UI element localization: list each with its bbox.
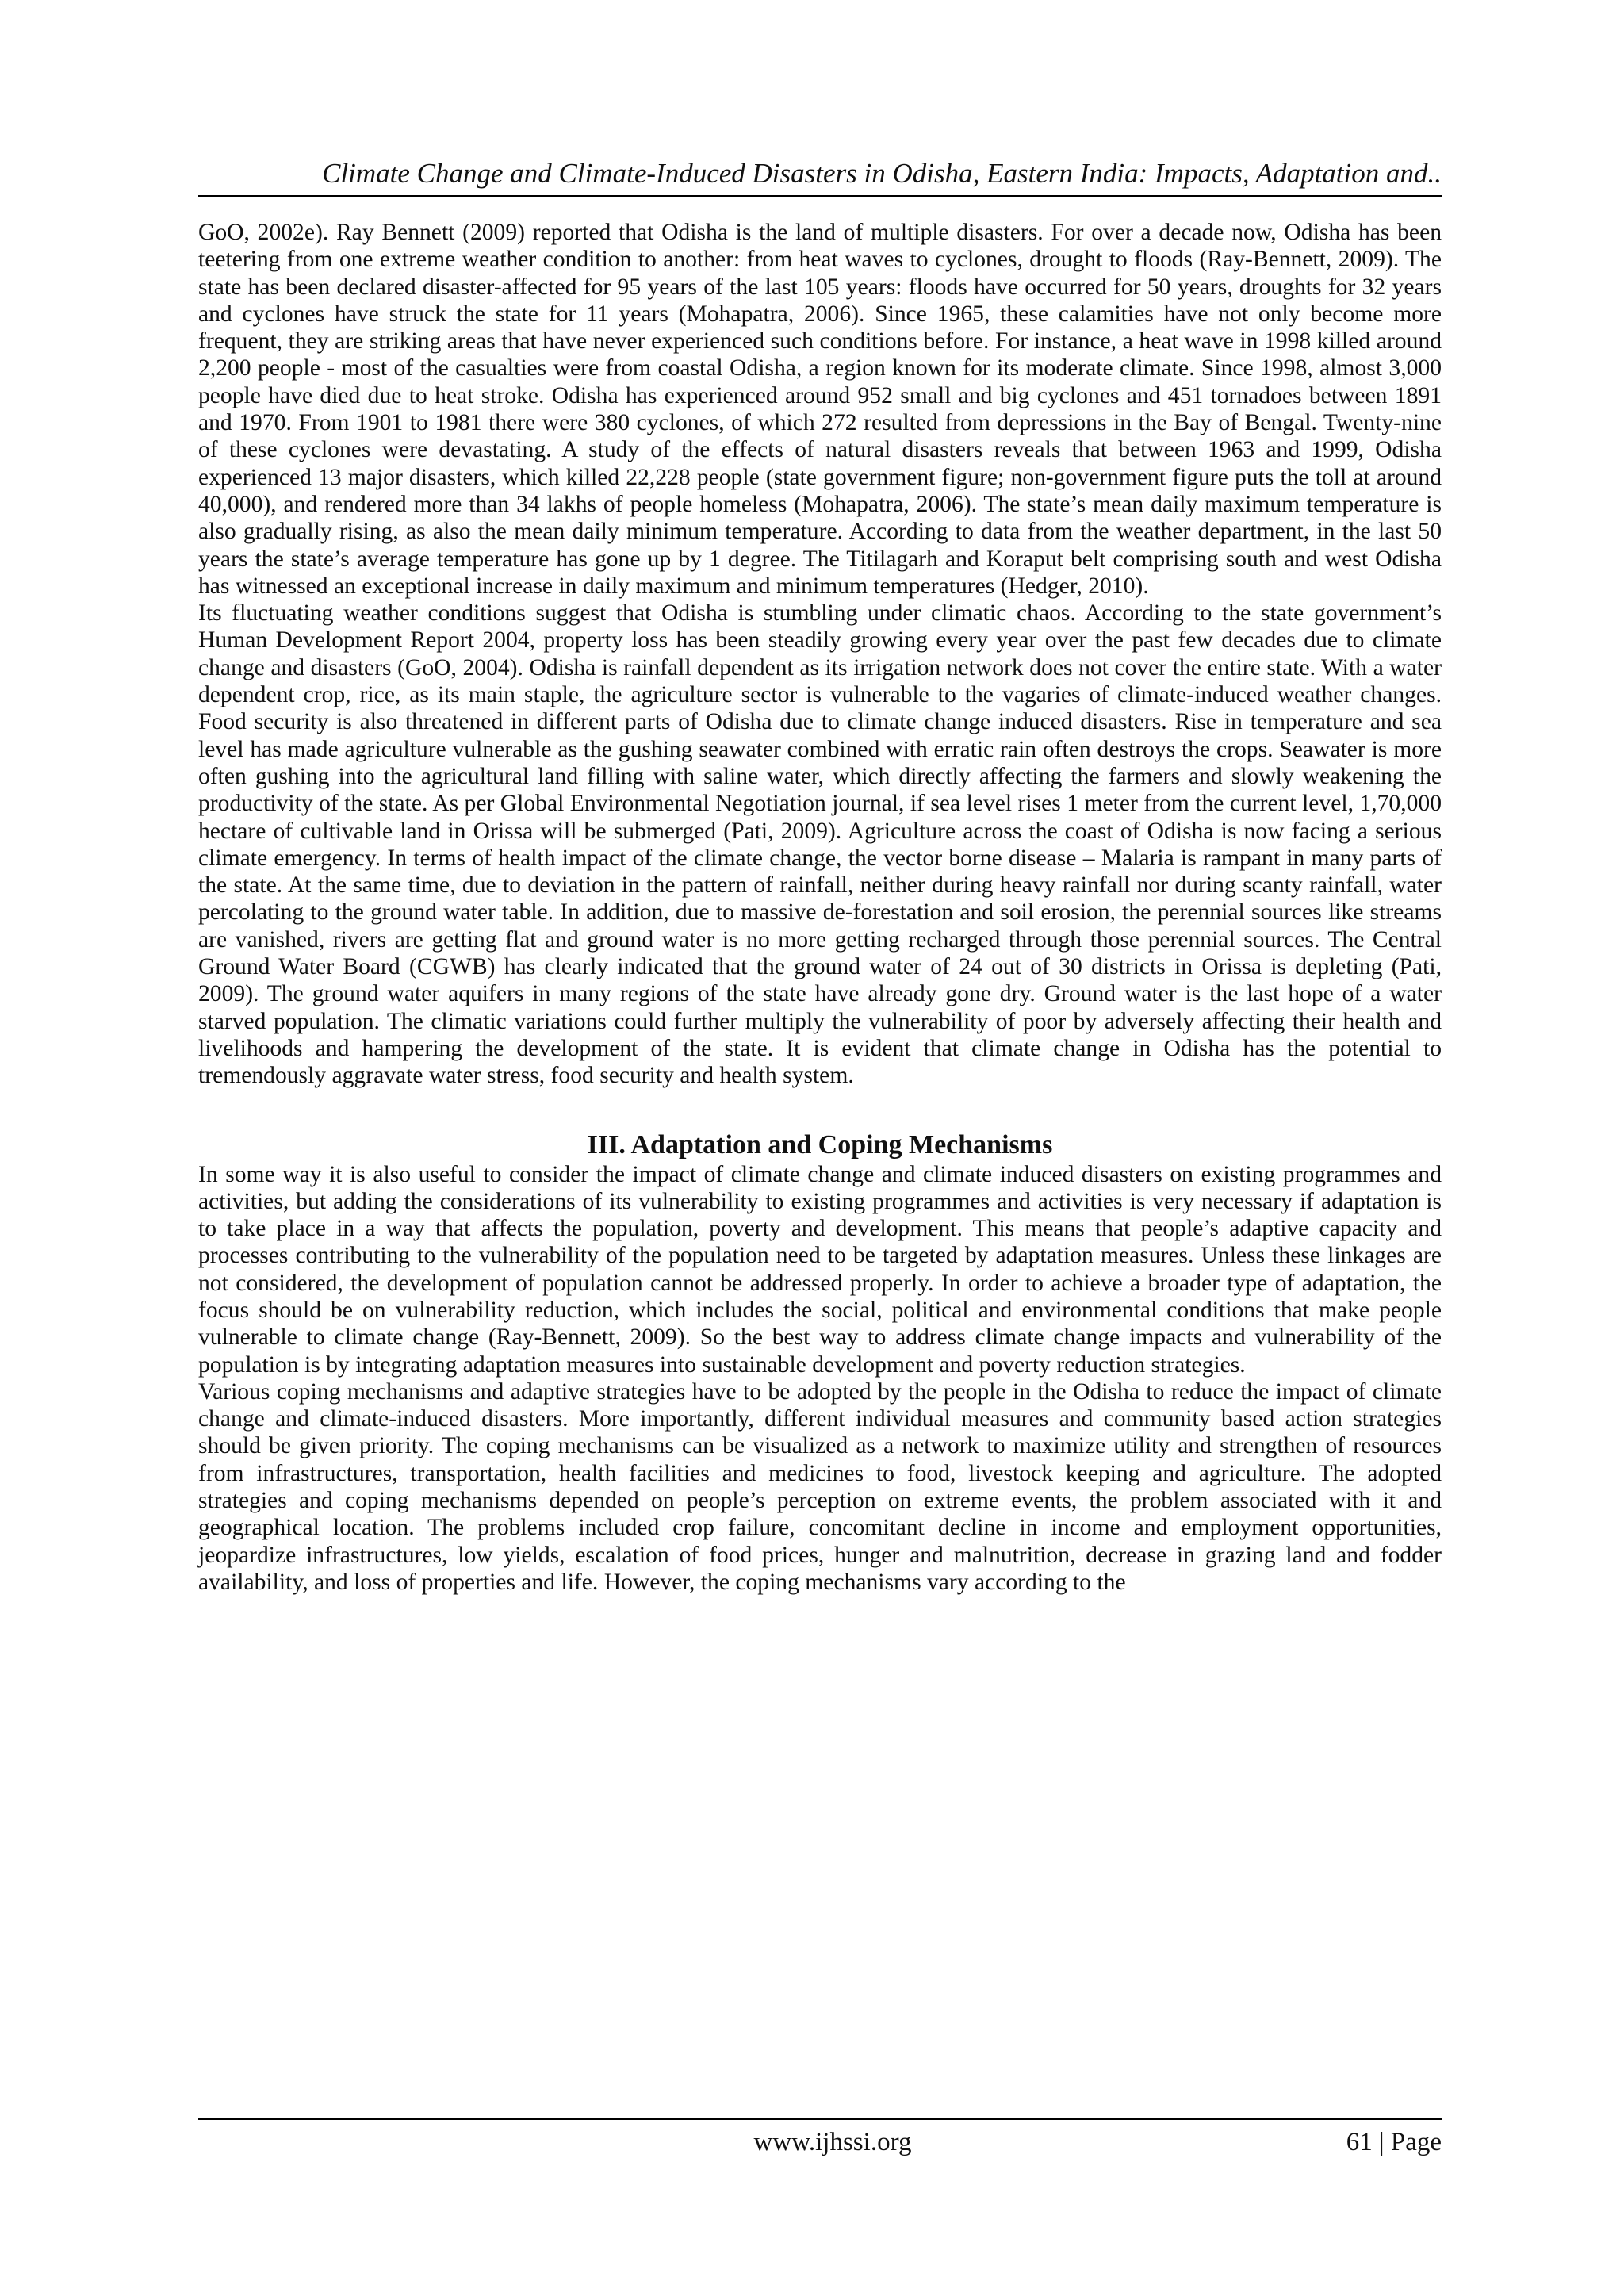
running-header: Climate Change and Climate-Induced Disasters in Odisha, Eastern India: Impacts, Adaptation and.. xyxy=(322,158,1442,189)
section-paragraph-1: In some way it is also useful to consider the impact of climate change and climate induced disasters on existing programmes and activities, but adding the considerations of its vulnerability to existing programmes and activities is very necessary if adaptation is to take place in a way that affects the population, poverty and development. This means that people’s adaptive capacity and processes contributing to the vulnerability of the population need to be targeted by adaptation measures. Unless these linkages are not considered, the development of population cannot be addressed properly. In order to achieve a broader type of adaptation, the focus should be on vulnerability reduction, which includes the social, political and environmental conditions that make people vulnerable to climate change (Ray-Bennett, 2009). So the best way to address climate change impacts and vulnerability of the population is by integrating adaptation measures into sustainable development and poverty reduction strategies. xyxy=(198,1161,1442,1378)
footer-divider xyxy=(198,2118,1442,2120)
footer-page-number: 61 | Page xyxy=(1346,2128,1442,2156)
section-heading: III. Adaptation and Coping Mechanisms xyxy=(587,1129,1053,1159)
header-divider xyxy=(198,195,1442,197)
body-paragraph-1: GoO, 2002e). Ray Bennett (2009) reported that Odisha is the land of multiple disasters. For over a decade now, Odisha has been teetering from one extreme weather condition to another: from heat waves to cyclones, drought to floods (Ray-Bennett, 2009). The state has been declared disaster-affected for 95 years of the last 105 years: floods have occurred for 50 years, droughts for 32 years and cyclones have struck the state for 11 years (Mohapatra, 2006). Since 1965, these calamities have not only become more frequent, they are striking areas that have never experienced such conditions before. For instance, a heat wave in 1998 killed around 2,200 people - most of the casualties were from coastal Odisha, a region known for its moderate climate. Since 1998, almost 3,000 people have died due to heat stroke. Odisha has experienced around 952 small and big cyclones and 451 tornadoes between 1891 and 1970. From 1901 to 1981 there were 380 cyclones, of which 272 resulted from depressions in the Bay of Bengal. Twenty-nine of these cyclones were devastating. A study of the effects of natural disasters reveals that between 1963 and 1999, Odisha experienced 13 major disasters, which killed 22,228 people (state government figure; non-government figure puts the toll at around 40,000), and rendered more than 34 lakhs of people homeless (Mohapatra, 2006). The state’s mean daily maximum temperature is also gradually rising, as also the mean daily minimum temperature. According to data from the weather department, in the last 50 years the state’s average temperature has gone up by 1 degree. The Titilagarh and Koraput belt comprising south and west Odisha has witnessed an exceptional increase in daily maximum and minimum temperatures (Hedger, 2010). xyxy=(198,220,1442,599)
body-paragraph-2: Its fluctuating weather conditions suggest that Odisha is stumbling under climatic chaos. According to the state government’s Human Development Report 2004, property loss has been steadily growing every year over the past few decades due to climate change and disasters (GoO, 2004). Odisha is rainfall dependent as its irrigation network does not cover the entire state. With a water dependent crop, rice, as its main staple, the agriculture sector is vulnerable to the vagaries of climate-induced weather changes. Food security is also threatened in different parts of Odisha due to climate change induced disasters. Rise in temperature and sea level has made agriculture vulnerable as the gushing seawater combined with erratic rain often destroys the crops. Seawater is more often gushing into the agricultural land filling with saline water, which directly affecting the farmers and slowly weakening the productivity of the state. As per Global Environmental Negotiation journal, if sea level rises 1 meter from the current level, 1,70,000 hectare of cultivable land in Orissa will be submerged (Pati, 2009). Agriculture across the coast of Odisha is now facing a serious climate emergency. In terms of health impact of the climate change, the vector borne disease – Malaria is rampant in many parts of the state. At the same time, due to deviation in the pattern of rainfall, neither during heavy rainfall nor during scanty rainfall, water percolating to the ground water table. In addition, due to massive de-forestation and soil erosion, the perennial sources like streams are vanished, rivers are getting flat and ground water is no more getting recharged through those perennial sources. The Central Ground Water Board (CGWB) has clearly indicated that the ground water of 24 out of 30 districts in Orissa is depleting (Pati, 2009). The ground water aquifers in many regions of the state have already gone dry. Ground water is the last hope of a water starved population. The climatic variations could further multiply the vulnerability of poor by adversely affecting their health and livelihoods and hampering the development of the state. It is evident that climate change in Odisha has the potential to tremendously aggravate water stress, food security and health system. xyxy=(198,600,1442,1089)
article-body xyxy=(198,219,1442,1596)
footer-journal-url: www.ijhssi.org xyxy=(753,2128,912,2156)
section-paragraph-2: Various coping mechanisms and adaptive strategies have to be adopted by the people in the Odisha to reduce the impact of climate change and climate-induced disasters. More importantly, different individual measures and community based action strategies should be given priority. The coping mechanisms can be visualized as a network to maximize utility and strengthen of resources from infrastructures, transportation, health facilities and medicines to food, livestock keeping and agriculture. The adopted strategies and coping mechanisms depended on people’s perception on extreme events, the problem associated with it and geographical location. The problems included crop failure, concomitant decline in income and employment opportunities, jeopardize infrastructures, low yields, escalation of food prices, hunger and malnutrition, decrease in grazing land and fodder availability, and loss of properties and life. However, the coping mechanisms vary according to the xyxy=(198,1378,1442,1595)
